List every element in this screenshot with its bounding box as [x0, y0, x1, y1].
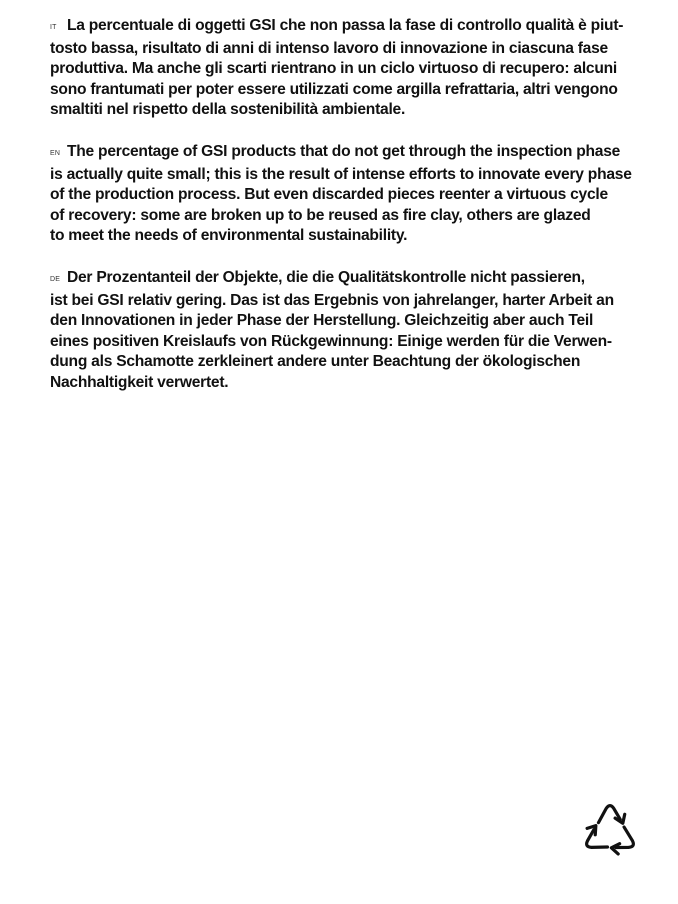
language-tag-it: IT	[50, 24, 57, 31]
paragraph-line: tosto bassa, risultato di anni di intenso lavoro di innovazione in ciascuna fase	[50, 39, 608, 57]
language-tag-de: DE	[50, 275, 61, 283]
paragraph-italian	[50, 16, 640, 121]
language-tag-en: EN	[50, 149, 61, 157]
paragraph-line: dung als Schamotte zerkleinert andere unter Beachtung der ökologischen	[50, 353, 581, 371]
paragraph-line: of the production process. But even discarded pieces reenter a virtuous cycle	[50, 186, 608, 204]
paragraph-line: ist bei GSI relativ gering. Das ist das Ergebnis von jahrelanger, harter Arbeit an	[50, 291, 614, 309]
recycle-arrow	[598, 806, 624, 824]
line-text: La percentuale di oggetti GSI che non passa la fase di controllo qualità è piut-	[67, 17, 624, 34]
line-text: Der Prozentanteil der Objekte, die die Qualitätskontrolle nicht passieren,	[67, 268, 585, 286]
paragraph-german	[50, 268, 640, 394]
paragraph-line: den Innovationen in jeder Phase der Herstellung. Gleichzeitig aber auch Teil	[50, 312, 594, 330]
paragraph-line: produttiva. Ma anche gli scarti rientrano in un ciclo virtuoso di recupero: alcuni	[50, 60, 617, 78]
paragraph-line	[50, 142, 640, 165]
paragraph-line: of recovery: some are broken up to be reused as fire clay, others are glazed	[50, 206, 591, 224]
paragraph-line	[50, 268, 640, 291]
document-body	[50, 16, 640, 415]
paragraph-english	[50, 142, 640, 247]
line-text: The percentage of GSI products that do not get through the inspection phase	[67, 142, 621, 160]
paragraph-line: sono frantumati per poter essere utilizzati come argilla refrattaria, altri vengono	[50, 80, 618, 98]
recycle-icon	[578, 797, 642, 861]
paragraph-line: eines positiven Kreislaufs von Rückgewinnung: Einige werden für die Verwen-	[50, 332, 612, 350]
paragraph-line: to meet the needs of environmental sustainability.	[50, 227, 408, 245]
recycle-arrow	[610, 827, 638, 859]
recycle-arrow	[580, 824, 608, 856]
paragraph-line	[50, 16, 640, 39]
paragraph-line: smaltiti nel rispetto della sostenibilità ambientale.	[50, 101, 406, 119]
paragraph-line: is actually quite small; this is the result of intense efforts to innovate every phase	[50, 165, 632, 183]
paragraph-line: Nachhaltigkeit verwertet.	[50, 373, 229, 391]
